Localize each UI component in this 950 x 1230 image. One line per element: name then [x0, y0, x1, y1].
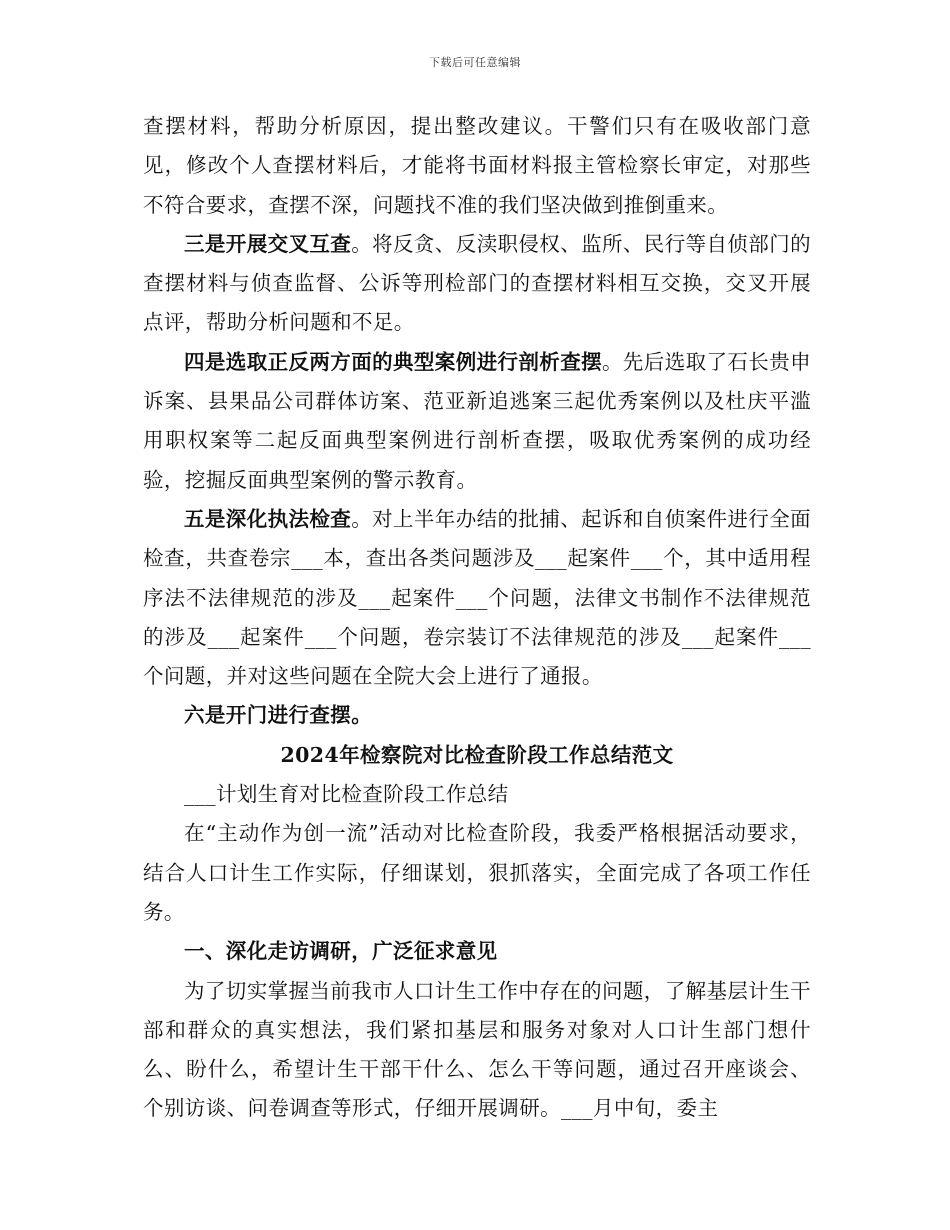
paragraph-5-heading: 六是开门进行查摆。	[184, 703, 373, 728]
paragraph-4-heading: 五是深化执法检查	[184, 506, 352, 531]
paragraph-2-heading: 三是开展交叉互查	[184, 231, 352, 256]
paragraph-7: 在“主动作为创一流”活动对比检查阶段，我委严格根据活动要求，结合人口计生工作实际，仔细谋划，狠抓落实，全面完成了各项工作任务。	[143, 821, 811, 924]
paragraph-3	[143, 343, 811, 500]
section-heading-1: 一、深化走访调研，广泛征求意见	[184, 939, 498, 964]
document-body	[143, 107, 811, 1129]
paragraph-subtitle: ___计划生育对比检查阶段工作总结	[184, 782, 509, 807]
paragraph-3-text: 。先后选取了石长贵申诉案、县果品公司群体访案、范亚新追逃案三起优秀案例以及杜庆平滥用职权案等二起反面典型案例进行剖析查摆，吸取优秀案例的成功经验，挖掘反面典型案例的警示教育。	[143, 349, 811, 492]
page-header: 下载后可任意编辑	[429, 56, 521, 69]
document-title: 2024年检察院对比检查阶段工作总结范文	[280, 742, 674, 767]
paragraph-1: 查摆材料，帮助分析原因，提出整改建议。干警们只有在吸收部门意见，修改个人查摆材料后，才能将书面材料报主管检察长审定，对那些不符合要求，查摆不深，问题找不准的我们坚决做到推倒重来。	[143, 114, 811, 217]
paragraph-9: 为了切实掌握当前我市人口计生工作中存在的问题，了解基层计生干部和群众的真实想法，我们紧扣基层和服务对象对人口计生部门想什么、盼什么，希望计生干部干什么、怎么干等问题，通过召开座谈会、个别访谈、问卷调查等形式，仔细开展调研。___月中旬，委主	[143, 978, 811, 1121]
paragraph-4-text: 。对上半年办结的批捕、起诉和自侦案件进行全面检查，共查卷宗___本，查出各类问题涉及___起案件___个，其中适用程序法不法律规范的涉及___起案件___个问题，法律文书制作不法律规范的涉及___起案件___个问题，卷宗装订不法律规范的涉及___起案件___个问题，并对这些问题在全院大会上进行了通报。	[143, 506, 812, 689]
paragraph-2-text: 。将反贪、反渎职侵权、监所、民行等自侦部门的查摆材料与侦查监督、公诉等刑检部门的查摆材料相互交换，交叉开展点评，帮助分析问题和不足。	[143, 231, 812, 335]
paragraph-3-heading: 四是选取正反两方面的典型案例进行剖析查摆	[184, 349, 602, 374]
paragraph-4	[143, 500, 811, 696]
paragraph-2	[143, 225, 811, 343]
